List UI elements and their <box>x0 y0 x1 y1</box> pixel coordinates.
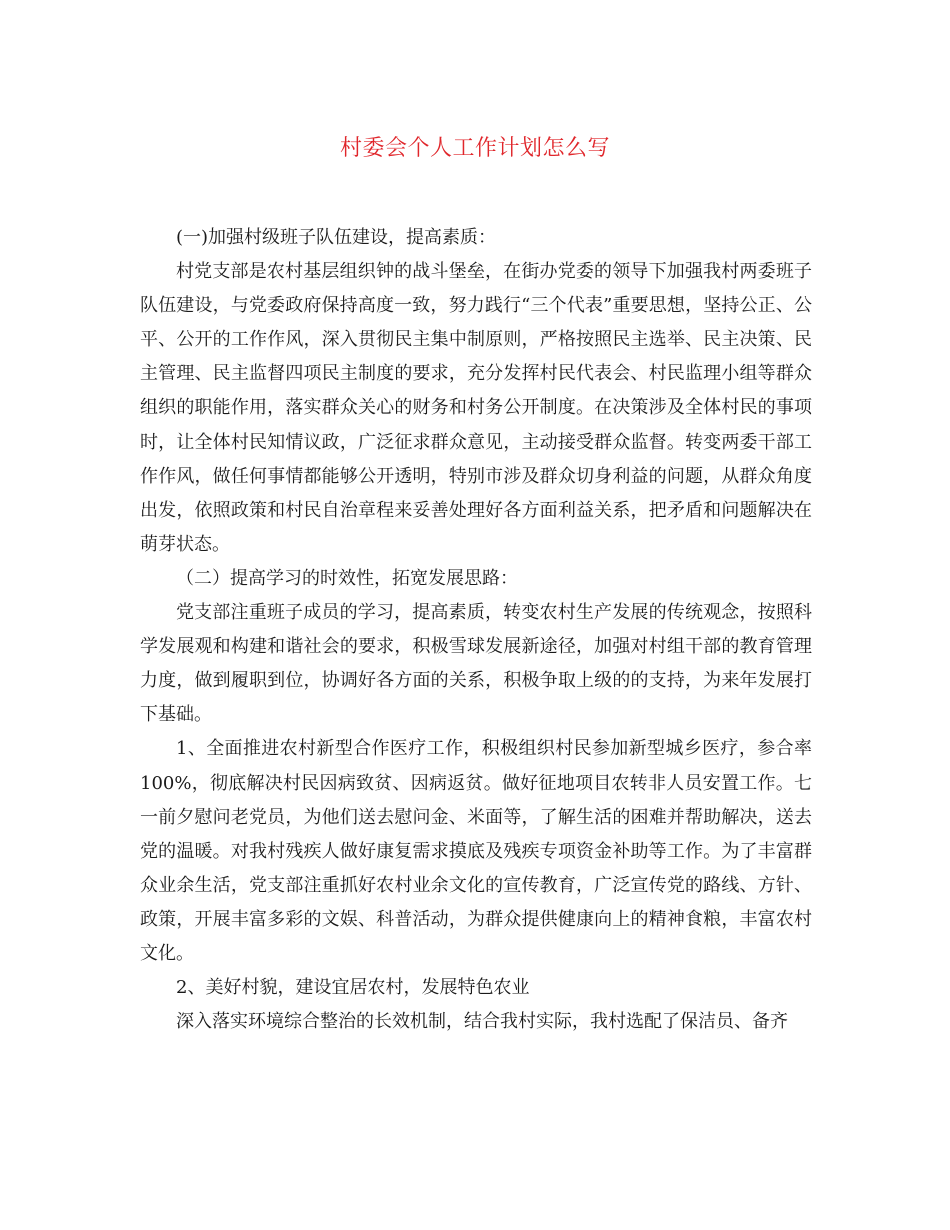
document-title: 村委会个人工作计划怎么写 <box>339 136 610 161</box>
section-heading-1: (一)加强村级班子队伍建设，提高素质： <box>176 227 497 248</box>
paragraph: 1、全面推进农村新型合作医疗工作，积极组织村民参加新型城乡医疗，参合率100%，彻底解决村民因病致贫、因病返贫。做好征地项目农转非人员安置工作。七一前夕慰问老党员，为他们送去慰问金、米面等，了解生活的困难并帮助解决，送去党的温暖。对我村残疾人做好康复需求摸底及残疾专项资金补助等工作。为了丰富群众业余生活，党支部注重抓好农村业余文化的宣传教育，广泛宣传党的路线、方针、政策，开展丰富多彩的文娱、科普活动，为群众提供健康向上的精神食粮，丰富农村文化。 <box>140 738 812 964</box>
document-body <box>140 221 812 1039</box>
paragraph: 村党支部是农村基层组织钟的战斗堡垒，在街办党委的领导下加强我村两委班子队伍建设，与党委政府保持高度一致，努力践行“三个代表”重要思想，坚持公正、公平、公开的工作作风，深入贯彻民主集中制原则，严格按照民主选举、民主决策、民主管理、民主监督四项民主制度的要求，充分发挥村民代表会、村民监理小组等群众组织的职能作用，落实群众关心的财务和村务公开制度。在决策涉及全体村民的事项时，让全体村民知情议政，广泛征求群众意见，主动接受群众监督。转变两委干部工作作风，做任何事情都能够公开透明，特别市涉及群众切身利益的问题，从群众角度出发，依照政策和村民自治章程来妥善处理好各方面利益关系，把矛盾和问题解决在萌芽状态。 <box>140 261 812 555</box>
section-heading-2: （二）提高学习的时效性，拓宽发展思路： <box>176 567 518 589</box>
paragraph: 党支部注重班子成员的学习，提高素质，转变农村生产发展的传统观念，按照科学发展观和构建和谐社会的要求，积极雪球发展新途径，加强对村组干部的教育管理力度，做到履职到位，协调好各方面的关系，积极争取上级的的支持，为来年发展打下基础。 <box>140 602 812 726</box>
paragraph: 深入落实环境综合整治的长效机制，结合我村实际，我村选配了保洁员、备齐 <box>176 1011 788 1033</box>
subsection-heading: 2、美好村貌，建设宜居农村，发展特色农业 <box>176 977 530 999</box>
